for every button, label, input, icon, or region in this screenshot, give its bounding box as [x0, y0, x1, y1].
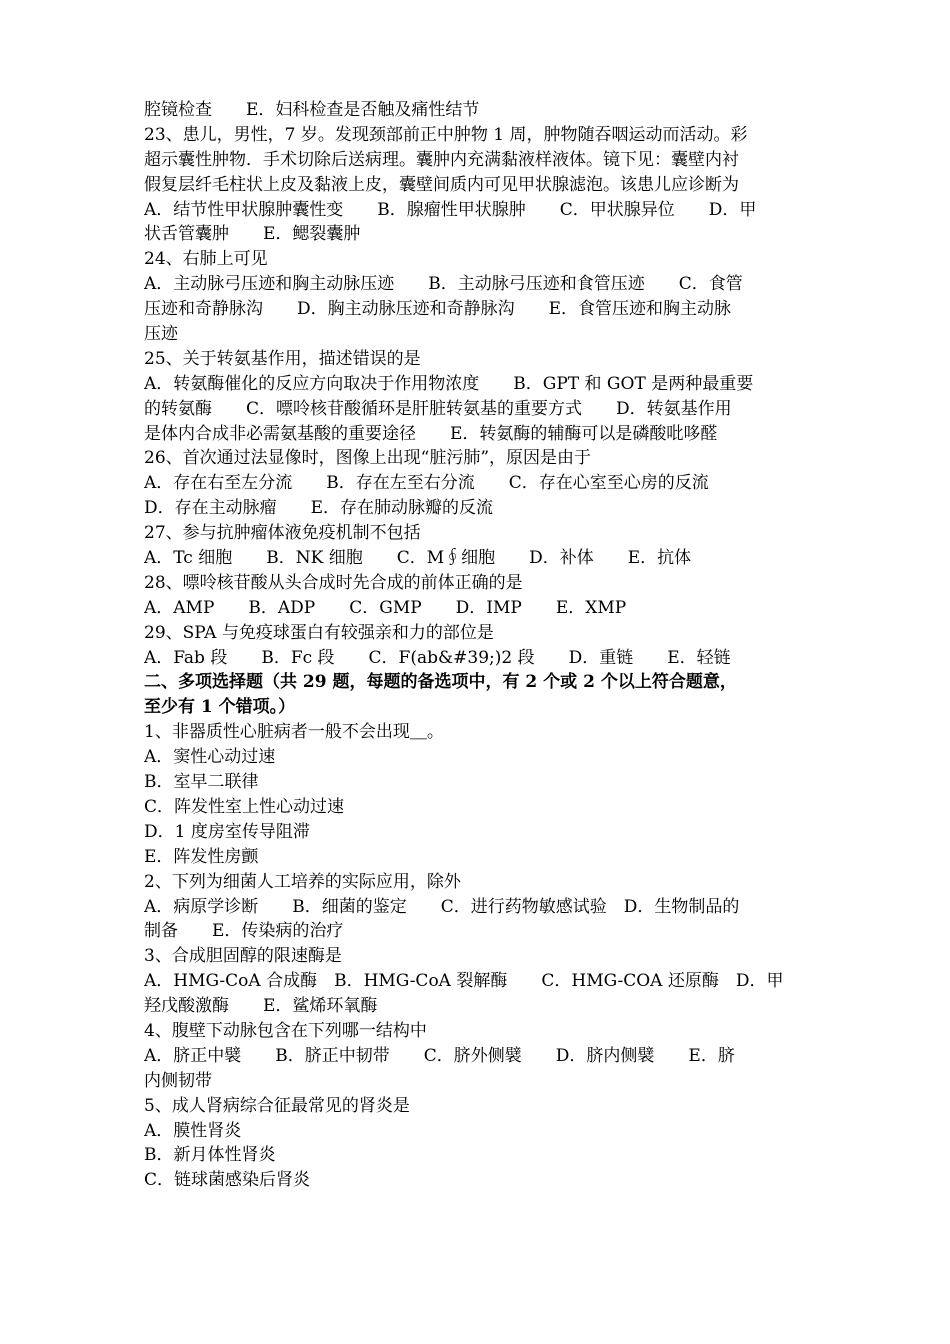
- text-line: 压迹和奇静脉沟 D．胸主动脉压迹和奇静脉沟 E．食管压迹和胸主动脉: [144, 299, 732, 320]
- text-line: 假复层纤毛柱状上皮及黏液上皮，囊壁间质内可见甲状腺滤泡。该患儿应诊断为: [144, 174, 739, 195]
- text-line: A．脐正中襞 B．脐正中韧带 C．脐外侧襞 D．脐内侧襞 E．脐: [144, 1045, 735, 1066]
- text-line: 的转氨酶 C．嘌呤核苷酸循环是肝脏转氨基的重要方式 D．转氨基作用: [144, 398, 732, 419]
- text-line: D．1 度房室传导阻滞: [144, 821, 310, 842]
- text-line: 状舌管囊肿 E．鳃裂囊肿: [144, 224, 361, 245]
- text-line: A．转氨酶催化的反应方向取决于作用物浓度 B．GPT 和 GOT 是两种最重要: [144, 373, 754, 394]
- text-line: A．膜性肾炎: [144, 1120, 242, 1141]
- section-heading-line: 至少有 1 个错项。）: [144, 697, 296, 718]
- text-line: 内侧韧带: [144, 1070, 212, 1091]
- text-line: 23、患儿，男性，7 岁。发现颈部前正中肿物 1 周，肿物随吞咽运动而活动。彩: [144, 124, 748, 145]
- document-page: [144, 98, 810, 1193]
- text-line: B．新月体性肾炎: [144, 1145, 276, 1166]
- text-line: 25、关于转氨基作用，描述错误的是: [144, 348, 421, 369]
- text-line: 4、腹壁下动脉包含在下列哪一结构中: [144, 1020, 427, 1041]
- text-line: A．Fab 段 B．Fc 段 C．F(ab&#39;)2 段 D．重链 E．轻链: [144, 647, 731, 668]
- text-line: C．链球菌感染后肾炎: [144, 1170, 311, 1191]
- text-line: A．Tc 细胞 B．NK 细胞 C．M∮细胞 D．补体 E．抗体: [144, 548, 692, 569]
- text-line: A．AMP B．ADP C．GMP D．IMP E．XMP: [144, 597, 627, 618]
- text-line: D．存在主动脉瘤 E．存在肺动脉瓣的反流: [144, 498, 494, 519]
- text-line: A．HMG-CoA 合成酶 B．HMG-CoA 裂解酶 C．HMG-COA 还原酶 D．甲: [144, 971, 784, 992]
- text-line: 超示囊性肿物．手术切除后送病理。囊肿内充满黏液样液体。镜下见：囊壁内衬: [144, 149, 739, 170]
- text-line: 腔镜检查 E．妇科检查是否触及痛性结节: [144, 100, 480, 120]
- text-line: 28、嘌呤核苷酸从头合成时先合成的前体正确的是: [144, 572, 523, 593]
- text-line: 制备 E．传染病的治疗: [144, 921, 344, 942]
- text-line: C．阵发性室上性心动过速: [144, 796, 345, 817]
- text-line: 29、SPA 与免疫球蛋白有较强亲和力的部位是: [144, 622, 494, 643]
- text-line: A．结节性甲状腺肿囊性变 B．腺瘤性甲状腺肿 C．甲状腺异位 D．甲: [144, 199, 757, 220]
- text-line: B．室早二联律: [144, 772, 259, 793]
- text-line: 24、右肺上可见: [144, 249, 268, 270]
- text-line: 26、首次通过法显像时，图像上出现“脏污肺”，原因是由于: [144, 448, 592, 469]
- text-line: A．窦性心动过速: [144, 747, 276, 768]
- text-line: 3、合成胆固醇的限速酶是: [144, 946, 342, 967]
- text-line: 27、参与抗肿瘤体液免疫机制不包括: [144, 523, 421, 544]
- text-line: 5、成人肾病综合征最常见的肾炎是: [144, 1095, 410, 1116]
- text-line: 1、非器质性心脏病者一般不会出现＿。: [144, 722, 444, 743]
- text-line: 压迹: [144, 324, 178, 345]
- text-line: 是体内合成非必需氨基酸的重要途径 E．转氨酶的辅酶可以是磷酸吡哆醛: [144, 423, 718, 444]
- text-line: A．主动脉弓压迹和胸主动脉压迹 B．主动脉弓压迹和食管压迹 C．食管: [144, 274, 743, 295]
- text-line: E．阵发性房颤: [144, 846, 259, 867]
- text-line: A．病原学诊断 B．细菌的鉴定 C．进行药物敏感试验 D．生物制品的: [144, 896, 740, 917]
- text-line: 羟戊酸激酶 E．鲨烯环氧酶: [144, 996, 378, 1017]
- text-line: A．存在右至左分流 B．存在左至右分流 C．存在心室至心房的反流: [144, 473, 709, 494]
- text-line: 2、下列为细菌人工培养的实际应用，除外: [144, 871, 461, 892]
- section-heading-line: 二、多项选择题（共 29 题，每题的备选项中，有 2 个或 2 个以上符合题意，: [144, 672, 737, 693]
